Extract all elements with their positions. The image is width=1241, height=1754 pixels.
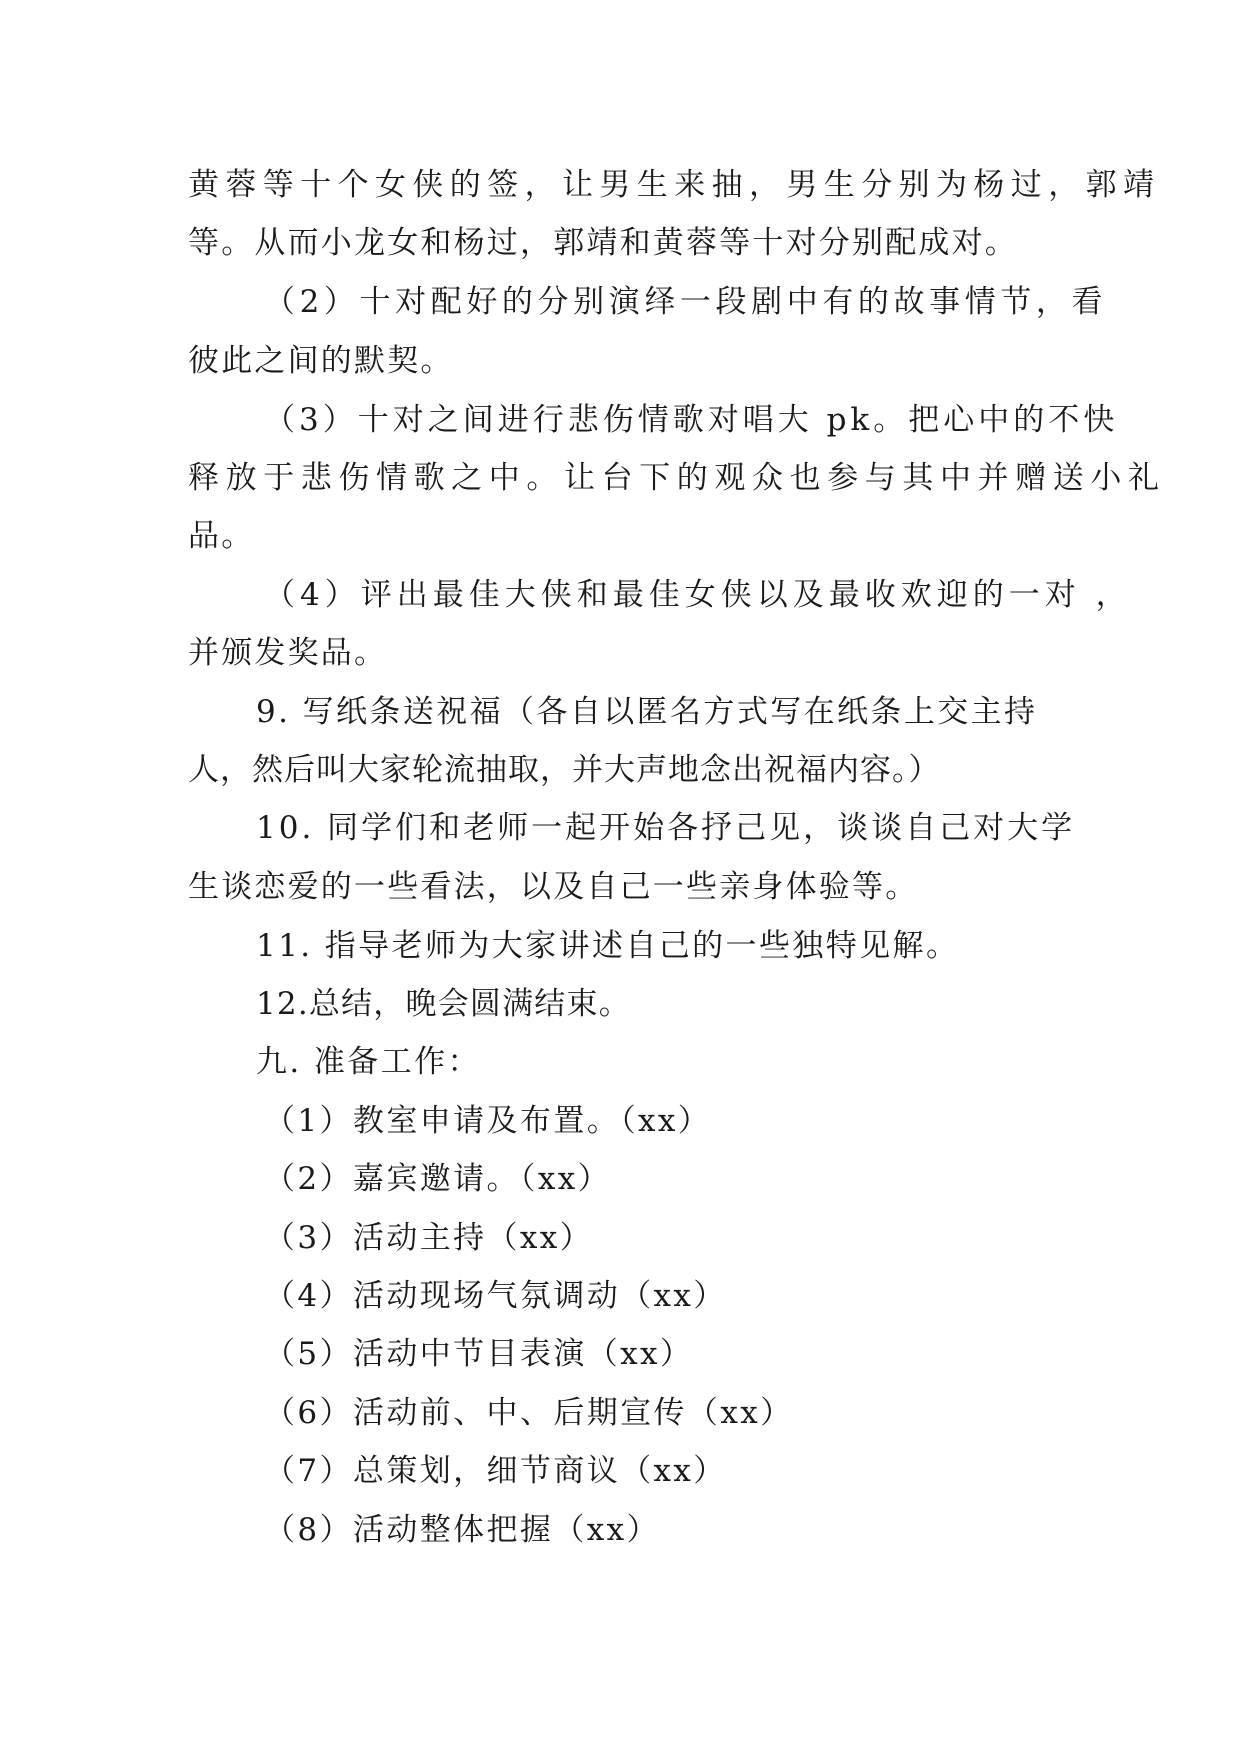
task-list-item: （7）总策划，细节商议（xx） — [264, 1453, 727, 1489]
paragraph-line: 10. 同学们和老师一起开始各抒己见，谈谈自己对大学 — [256, 810, 1076, 846]
paragraph-line: 黄蓉等十个女侠的签，让男生来抽，男生分别为杨过，郭靖 — [188, 167, 1161, 203]
task-list-item: （6）活动前、中、后期宣传（xx） — [264, 1395, 794, 1431]
paragraph-line: 并颁发奖品。 — [188, 635, 388, 671]
task-list-item: （3）活动主持（xx） — [264, 1220, 594, 1256]
paragraph-line: 人，然后叫大家轮流抽取，并大声地念出祝福内容。） — [188, 752, 941, 788]
task-list-item: （1）教室申请及布置。（xx） — [264, 1103, 712, 1139]
paragraph-line: 彼此之间的默契。 — [188, 343, 454, 379]
paragraph-line: （3）十对之间进行悲伤情歌对唱大 pk。把心中的不快 — [264, 402, 1119, 438]
paragraph-line: 品。 — [188, 518, 255, 554]
task-list-item: （2）嘉宾邀请。（xx） — [264, 1161, 611, 1197]
paragraph-line: 等。从而小龙女和杨过，郭靖和黄蓉等十对分别配成对。 — [188, 225, 1018, 261]
task-list-item: （4）活动现场气氛调动（xx） — [264, 1278, 727, 1314]
paragraph-line: 生谈恋爱的一些看法，以及自己一些亲身体验等。 — [188, 869, 919, 905]
paragraph-line: 12.总结，晚会圆满结束。 — [256, 986, 631, 1022]
paragraph-line: 11. 指导老师为大家讲述自己的一些独特见解。 — [256, 928, 960, 964]
paragraph-line: 释放于悲伤情歌之中。让台下的观众也参与其中并赠送小礼 — [188, 460, 1166, 496]
paragraph-line: 9. 写纸条送祝福（各自以匿名方式写在纸条上交主持 — [256, 694, 1038, 730]
paragraph-line: （2）十对配好的分别演绎一段剧中有的故事情节，看 — [264, 284, 1108, 320]
task-list-item: （5）活动中节目表演（xx） — [264, 1336, 694, 1372]
task-list-item: （8）活动整体把握（xx） — [264, 1512, 660, 1548]
paragraph-line: （4）评出最佳大侠和最佳女侠以及最收欢迎的一对 ， — [264, 577, 1132, 613]
section-heading: 九. 准备工作： — [256, 1044, 481, 1080]
